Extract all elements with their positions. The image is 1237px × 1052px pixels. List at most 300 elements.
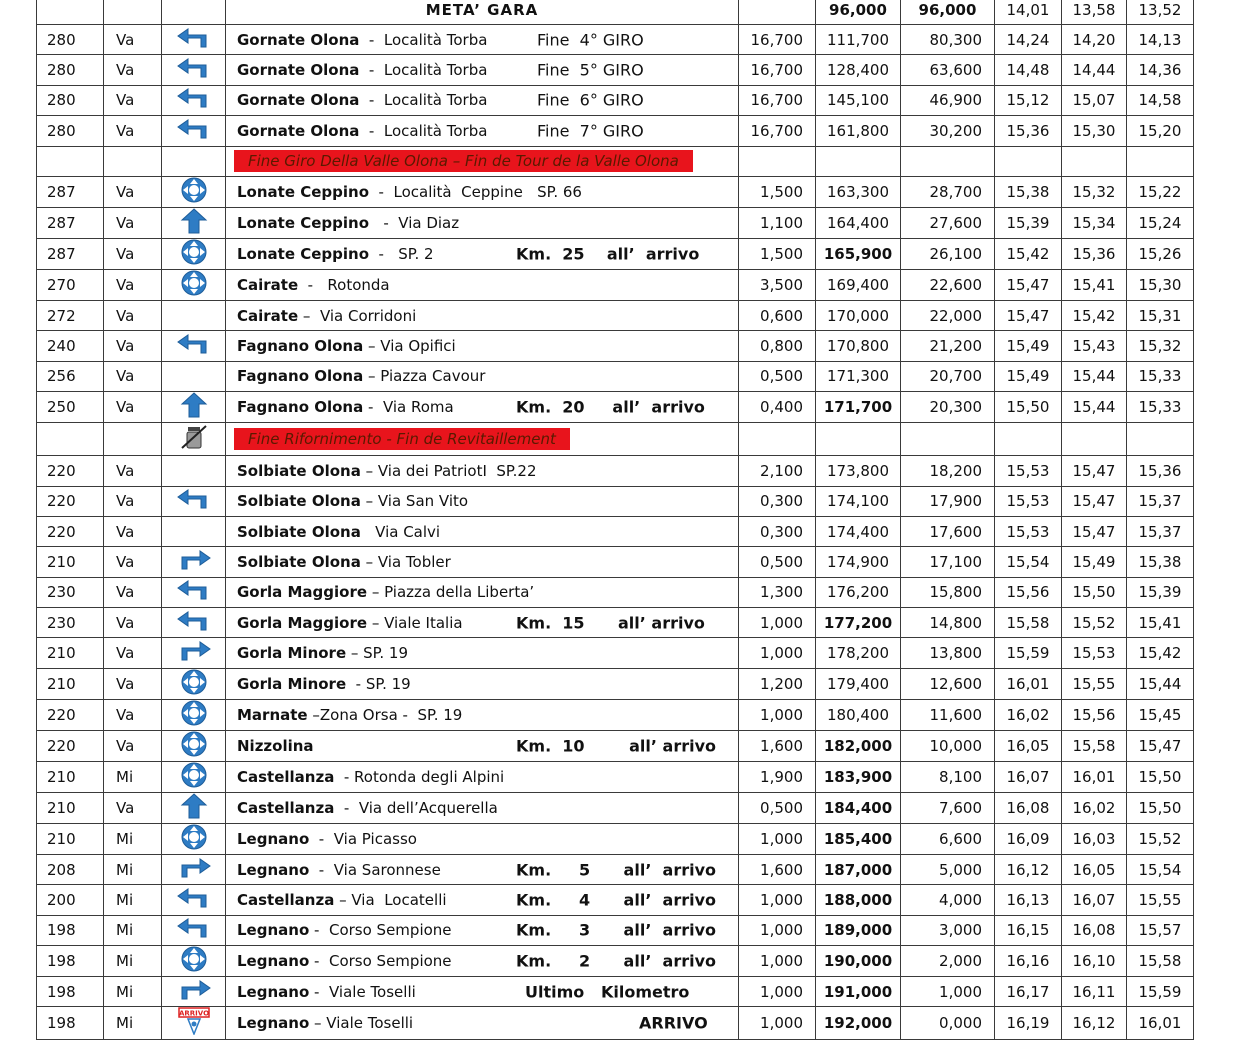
time-fast: 16,02 (995, 699, 1062, 730)
km-partial: 16,700 (739, 25, 816, 55)
altitude: 287 (37, 207, 104, 238)
roundabout-icon (181, 700, 207, 730)
km-partial: 1,200 (739, 668, 816, 699)
altitude: 198 (37, 946, 104, 977)
route-row (37, 207, 1194, 238)
province: Va (104, 238, 162, 269)
straight-arrow-icon (180, 208, 208, 238)
time-medium: 15,52 (1062, 608, 1127, 638)
province: Va (104, 792, 162, 823)
km-partial: 0,800 (739, 331, 816, 361)
province: Va (104, 547, 162, 577)
km-progress: 111,700 (816, 25, 901, 55)
location-detail: – Viale Toselli (309, 1014, 414, 1033)
km-progress: 177,200 (816, 608, 901, 638)
time-slow: 15,33 (1127, 392, 1194, 423)
time-slow: 15,37 (1127, 486, 1194, 516)
province: Mi (104, 946, 162, 977)
time-fast: 15,56 (995, 577, 1062, 607)
location-detail: – SP. 19 (346, 644, 409, 663)
location-detail: - Via dell’Acquerella (334, 798, 498, 817)
town-name: Gorla Maggiore (237, 583, 368, 602)
time-fast: 15,58 (995, 608, 1062, 638)
town-name: Gorla Minore (237, 644, 347, 663)
half-race-title: META’ GARA (226, 0, 739, 25)
altitude: 220 (37, 516, 104, 546)
province: Va (104, 300, 162, 330)
km-partial: 1,600 (739, 854, 816, 884)
location-detail: - Località Torba (359, 91, 488, 110)
time-fast: 15,38 (995, 176, 1062, 207)
altitude: 210 (37, 668, 104, 699)
town-name: Castellanza (237, 798, 335, 817)
svg-text:ARRIVO: ARRIVO (178, 1009, 209, 1018)
town-name: Gornate Olona (237, 61, 360, 80)
km-progress: 128,400 (816, 55, 901, 85)
time-fast: 15,49 (995, 331, 1062, 361)
route-row (37, 577, 1194, 607)
km-remaining: 6,600 (901, 823, 995, 854)
province: Va (104, 577, 162, 607)
km-remaining: 11,600 (901, 699, 995, 730)
km-progress: 184,400 (816, 792, 901, 823)
province: Va (104, 699, 162, 730)
time-fast: 15,36 (995, 116, 1062, 146)
province: Va (104, 85, 162, 115)
altitude: 230 (37, 577, 104, 607)
turn-left-icon (176, 488, 212, 514)
time-slow: 15,42 (1127, 638, 1194, 668)
half-race-row (37, 0, 1194, 25)
turn-left-icon (176, 917, 212, 943)
km-remaining: 10,000 (901, 730, 995, 761)
km-remaining: 63,600 (901, 55, 995, 85)
altitude: 198 (37, 1007, 104, 1040)
province: Mi (104, 854, 162, 884)
km-partial: 0,300 (739, 486, 816, 516)
time-fast: 16,08 (995, 792, 1062, 823)
route-row (37, 392, 1194, 423)
province: Va (104, 55, 162, 85)
distance-note: Ultimo Kilometro (525, 982, 690, 1002)
location-detail: – Via Opifici (363, 337, 456, 356)
time-fast: 15,47 (995, 269, 1062, 300)
km-remaining: 18,200 (901, 456, 995, 486)
distance-note: Km. 10 all’ arrivo (516, 736, 717, 756)
location-detail: - Via Roma (363, 398, 454, 417)
location-detail: - Via Saronnese (309, 860, 441, 879)
km-remaining: 20,300 (901, 392, 995, 423)
altitude: 210 (37, 792, 104, 823)
time-medium: 15,07 (1062, 85, 1127, 115)
km-progress: 145,100 (816, 85, 901, 115)
distance-note: Km. 15 all’ arrivo (516, 613, 705, 633)
km-partial: 1,000 (739, 638, 816, 668)
altitude: 210 (37, 638, 104, 668)
town-name: Fagnano Olona (237, 337, 364, 356)
km-partial: 0,400 (739, 392, 816, 423)
route-row (37, 116, 1194, 146)
location-detail: –Zona Orsa - SP. 19 (307, 705, 463, 724)
town-name: Gornate Olona (237, 30, 360, 49)
km-progress: 173,800 (816, 456, 901, 486)
km-partial: 16,700 (739, 85, 816, 115)
town-name: Castellanza (237, 767, 335, 786)
km-partial: 0,300 (739, 516, 816, 546)
route-row (37, 55, 1194, 85)
location-detail: - Via Diaz (369, 213, 460, 232)
time-slow: 15,50 (1127, 761, 1194, 792)
distance-note: Km. 20 all’ arrivo (516, 397, 705, 417)
route-row (37, 823, 1194, 854)
province: Mi (104, 915, 162, 945)
half-race-time-3: 13,52 (1127, 0, 1194, 25)
km-remaining: 27,600 (901, 207, 995, 238)
km-partial: 1,000 (739, 946, 816, 977)
province: Va (104, 207, 162, 238)
route-table (36, 0, 1194, 1040)
time-slow: 15,57 (1127, 915, 1194, 945)
time-medium: 16,02 (1062, 792, 1127, 823)
route-row (37, 269, 1194, 300)
altitude: 220 (37, 456, 104, 486)
km-progress: 170,800 (816, 331, 901, 361)
altitude: 270 (37, 269, 104, 300)
km-remaining: 14,800 (901, 608, 995, 638)
km-partial: 1,500 (739, 238, 816, 269)
km-partial: 1,100 (739, 207, 816, 238)
town-name: Gornate Olona (237, 121, 360, 140)
time-fast: 16,13 (995, 885, 1062, 915)
time-medium: 16,03 (1062, 823, 1127, 854)
km-partial: 0,500 (739, 361, 816, 391)
distance-note: Fine 4° GIRO (537, 30, 644, 50)
location-detail: – Via Corridoni (298, 306, 417, 325)
km-partial: 0,500 (739, 547, 816, 577)
time-medium: 15,47 (1062, 486, 1127, 516)
route-row (37, 946, 1194, 977)
altitude: 220 (37, 730, 104, 761)
distance-note: ARRIVO (639, 1013, 708, 1033)
km-partial: 1,000 (739, 699, 816, 730)
altitude: 272 (37, 300, 104, 330)
km-partial: 0,600 (739, 300, 816, 330)
km-remaining: 7,600 (901, 792, 995, 823)
province: Va (104, 668, 162, 699)
km-progress: 174,400 (816, 516, 901, 546)
km-remaining: 12,600 (901, 668, 995, 699)
time-medium: 15,30 (1062, 116, 1127, 146)
km-remaining: 46,900 (901, 85, 995, 115)
time-slow: 14,58 (1127, 85, 1194, 115)
banner-row (37, 423, 1194, 456)
time-fast: 16,09 (995, 823, 1062, 854)
km-progress: 174,900 (816, 547, 901, 577)
turn-right-icon (176, 979, 212, 1005)
km-remaining: 22,600 (901, 269, 995, 300)
km-progress: 161,800 (816, 116, 901, 146)
time-medium: 14,44 (1062, 55, 1127, 85)
time-slow: 15,59 (1127, 977, 1194, 1007)
altitude: 240 (37, 331, 104, 361)
km-partial: 1,000 (739, 1007, 816, 1040)
province: Va (104, 608, 162, 638)
time-fast: 16,12 (995, 854, 1062, 884)
km-partial: 1,500 (739, 176, 816, 207)
time-fast: 15,53 (995, 486, 1062, 516)
time-slow: 15,36 (1127, 456, 1194, 486)
route-row (37, 792, 1194, 823)
time-slow: 15,32 (1127, 331, 1194, 361)
altitude: 198 (37, 915, 104, 945)
time-fast: 15,39 (995, 207, 1062, 238)
time-fast: 16,17 (995, 977, 1062, 1007)
half-race-time-2: 13,58 (1062, 0, 1127, 25)
time-medium: 15,36 (1062, 238, 1127, 269)
roundabout-icon (181, 762, 207, 792)
time-slow: 15,54 (1127, 854, 1194, 884)
town-name: Gornate Olona (237, 91, 360, 110)
time-medium: 16,10 (1062, 946, 1127, 977)
route-row (37, 516, 1194, 546)
route-row (37, 730, 1194, 761)
altitude: 200 (37, 885, 104, 915)
time-medium: 15,56 (1062, 699, 1127, 730)
time-medium: 16,08 (1062, 915, 1127, 945)
km-progress: 163,300 (816, 176, 901, 207)
km-partial: 16,700 (739, 116, 816, 146)
altitude: 210 (37, 823, 104, 854)
altitude: 210 (37, 761, 104, 792)
km-progress: 176,200 (816, 577, 901, 607)
km-progress: 178,200 (816, 638, 901, 668)
time-slow: 15,38 (1127, 547, 1194, 577)
km-progress: 179,400 (816, 668, 901, 699)
km-remaining: 17,600 (901, 516, 995, 546)
km-progress: 171,700 (816, 392, 901, 423)
route-row (37, 854, 1194, 884)
km-remaining: 17,900 (901, 486, 995, 516)
province: Va (104, 176, 162, 207)
province: Va (104, 638, 162, 668)
town-name: Marnate (237, 705, 308, 724)
km-partial: 1,000 (739, 608, 816, 638)
banner-row (37, 146, 1194, 176)
time-fast: 16,01 (995, 668, 1062, 699)
province: Va (104, 269, 162, 300)
km-remaining: 80,300 (901, 25, 995, 55)
km-partial: 0,500 (739, 792, 816, 823)
location-detail: - Corso Sempione (309, 921, 452, 940)
turn-left-icon (176, 579, 212, 605)
route-row (37, 977, 1194, 1007)
time-slow: 14,13 (1127, 25, 1194, 55)
province: Va (104, 516, 162, 546)
km-progress: 180,400 (816, 699, 901, 730)
turn-left-icon (176, 610, 212, 636)
time-medium: 15,55 (1062, 668, 1127, 699)
town-name: Solbiate Olona (237, 461, 361, 480)
location-detail: – Via Tobler (360, 552, 451, 571)
straight-arrow-icon (180, 793, 208, 823)
time-fast: 15,12 (995, 85, 1062, 115)
time-slow: 15,47 (1127, 730, 1194, 761)
distance-note: Km. 2 all’ arrivo (516, 951, 717, 971)
province: Va (104, 25, 162, 55)
location-detail: - Rotonda degli Alpini (334, 767, 505, 786)
province: Va (104, 456, 162, 486)
location-detail: – Via Locatelli (334, 890, 447, 909)
feed-zone-end-icon (179, 423, 209, 455)
time-fast: 15,42 (995, 238, 1062, 269)
route-row (37, 25, 1194, 55)
province: Va (104, 392, 162, 423)
town-name: Lonate Ceppino (237, 182, 370, 201)
province: Mi (104, 761, 162, 792)
km-remaining: 20,700 (901, 361, 995, 391)
route-row (37, 176, 1194, 207)
turn-right-icon (176, 640, 212, 666)
town-name: Gorla Maggiore (237, 613, 368, 632)
time-medium: 15,34 (1062, 207, 1127, 238)
km-remaining: 22,000 (901, 300, 995, 330)
time-slow: 15,45 (1127, 699, 1194, 730)
km-progress: 174,100 (816, 486, 901, 516)
km-partial: 1,000 (739, 977, 816, 1007)
time-fast: 15,59 (995, 638, 1062, 668)
location-detail: Via Calvi (360, 522, 441, 541)
time-medium: 15,42 (1062, 300, 1127, 330)
location-detail: - Località Torba (359, 61, 488, 80)
time-slow: 15,30 (1127, 269, 1194, 300)
town-name: Legnano (237, 1014, 310, 1033)
time-fast: 15,47 (995, 300, 1062, 330)
altitude: 280 (37, 25, 104, 55)
time-slow: 15,37 (1127, 516, 1194, 546)
finish-sign-icon (177, 1007, 211, 1039)
province: Va (104, 116, 162, 146)
province: Mi (104, 977, 162, 1007)
time-slow: 15,52 (1127, 823, 1194, 854)
time-slow: 14,36 (1127, 55, 1194, 85)
km-progress: 165,900 (816, 238, 901, 269)
half-race-time-1: 14,01 (995, 0, 1062, 25)
half-race-km-remaining: 96,000 (901, 0, 995, 25)
time-medium: 16,01 (1062, 761, 1127, 792)
province: Va (104, 730, 162, 761)
route-row (37, 699, 1194, 730)
km-remaining: 17,100 (901, 547, 995, 577)
turn-right-icon (176, 549, 212, 575)
time-slow: 15,20 (1127, 116, 1194, 146)
km-remaining: 30,200 (901, 116, 995, 146)
km-progress: 192,000 (816, 1007, 901, 1040)
time-medium: 15,47 (1062, 516, 1127, 546)
location-detail: - SP. 19 (346, 674, 411, 693)
route-row (37, 915, 1194, 945)
distance-note: Km. 5 all’ arrivo (516, 860, 717, 880)
time-medium: 16,07 (1062, 885, 1127, 915)
km-remaining: 3,000 (901, 915, 995, 945)
route-row (37, 456, 1194, 486)
town-name: Legnano (237, 921, 310, 940)
location-detail: – Via San Vito (360, 492, 469, 511)
km-remaining: 13,800 (901, 638, 995, 668)
km-partial: 1,000 (739, 823, 816, 854)
km-progress: 188,000 (816, 885, 901, 915)
altitude: 198 (37, 977, 104, 1007)
roundabout-icon (181, 239, 207, 269)
time-fast: 16,05 (995, 730, 1062, 761)
route-row (37, 547, 1194, 577)
time-medium: 15,49 (1062, 547, 1127, 577)
location-detail: – Via dei PatriotI SP.22 (360, 461, 537, 480)
time-fast: 16,07 (995, 761, 1062, 792)
time-medium: 16,05 (1062, 854, 1127, 884)
turn-right-icon (176, 857, 212, 883)
km-partial: 1,600 (739, 730, 816, 761)
half-race-km-progress: 96,000 (816, 0, 901, 25)
location-detail: – Viale Italia (367, 613, 463, 632)
town-name: Fagnano Olona (237, 398, 364, 417)
altitude: 280 (37, 85, 104, 115)
route-row (37, 300, 1194, 330)
province: Va (104, 486, 162, 516)
location-detail: - Località Torba (359, 121, 488, 140)
route-row (37, 668, 1194, 699)
route-row (37, 608, 1194, 638)
route-row (37, 331, 1194, 361)
town-name: Legnano (237, 952, 310, 971)
time-medium: 15,53 (1062, 638, 1127, 668)
town-name: Solbiate Olona (237, 492, 361, 511)
time-medium: 14,20 (1062, 25, 1127, 55)
turn-left-icon (176, 333, 212, 359)
location-detail: - Rotonda (298, 275, 390, 294)
roundabout-icon (181, 731, 207, 761)
time-fast: 15,53 (995, 456, 1062, 486)
route-row (37, 238, 1194, 269)
roundabout-icon (181, 270, 207, 300)
location-detail: - SP. 2 (369, 244, 434, 263)
town-name: Cairate (237, 306, 299, 325)
province: Mi (104, 1007, 162, 1040)
altitude: 220 (37, 699, 104, 730)
km-progress: 187,000 (816, 854, 901, 884)
distance-note: Fine 6° GIRO (537, 90, 644, 110)
km-remaining: 1,000 (901, 977, 995, 1007)
distance-note: Km. 4 all’ arrivo (516, 890, 717, 910)
altitude: 220 (37, 486, 104, 516)
altitude: 280 (37, 55, 104, 85)
location-detail: – Piazza Cavour (363, 367, 486, 386)
km-remaining: 4,000 (901, 885, 995, 915)
time-medium: 15,43 (1062, 331, 1127, 361)
time-medium: 15,41 (1062, 269, 1127, 300)
location-detail: – Piazza della Liberta’ (367, 583, 535, 602)
km-progress: 185,400 (816, 823, 901, 854)
time-medium: 15,44 (1062, 361, 1127, 391)
time-fast: 15,54 (995, 547, 1062, 577)
roundabout-icon (181, 824, 207, 854)
km-progress: 191,000 (816, 977, 901, 1007)
km-progress: 183,900 (816, 761, 901, 792)
km-partial: 1,000 (739, 915, 816, 945)
turn-left-icon (176, 887, 212, 913)
route-row (37, 638, 1194, 668)
km-partial: 16,700 (739, 55, 816, 85)
time-slow: 15,50 (1127, 792, 1194, 823)
